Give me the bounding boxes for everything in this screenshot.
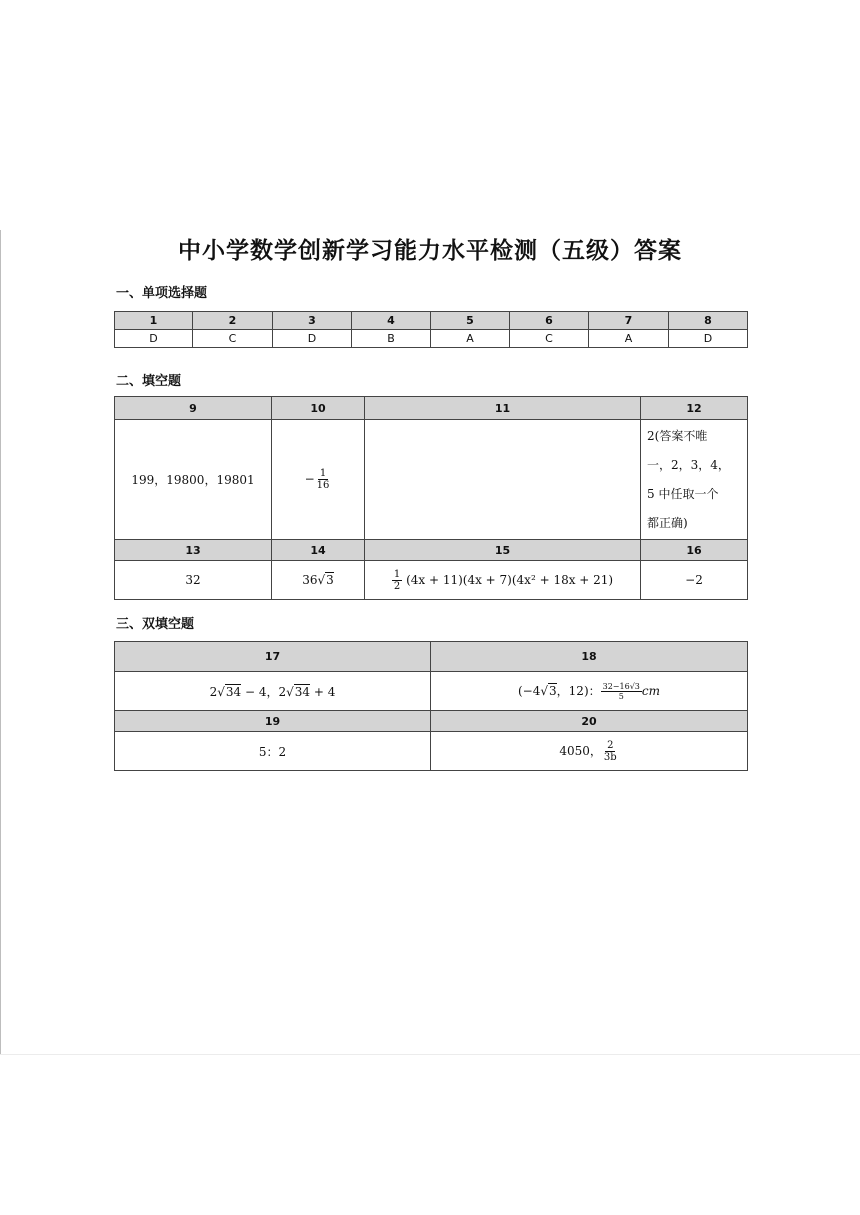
choice-answer: D [273, 330, 352, 348]
choice-number: 4 [352, 312, 431, 330]
question-number: 13 [115, 540, 272, 561]
section-heading-double: 三、双填空题 [116, 617, 195, 632]
question-number: 17 [115, 642, 431, 672]
double-answer-row [115, 672, 748, 711]
choice-number: 2 [193, 312, 273, 330]
fraction [602, 740, 619, 763]
question-number: 19 [115, 711, 431, 732]
coefficient: 2 [209, 684, 218, 699]
double-number-row [115, 711, 748, 732]
double-answer-row [115, 732, 748, 771]
choice-answer: C [510, 330, 589, 348]
radicand: 3 [549, 683, 557, 698]
answer-q17: 2√34 − 4，2√34 + 4 [115, 672, 431, 711]
radicand: 34 [225, 684, 242, 699]
choice-number: 8 [669, 312, 748, 330]
answer-q12 [641, 420, 748, 540]
choice-answer: D [669, 330, 748, 348]
question-number: 20 [431, 711, 748, 732]
fraction [601, 682, 642, 701]
choice-number: 3 [273, 312, 352, 330]
choice-answer: D [115, 330, 193, 348]
point-prefix: (−4 [518, 683, 541, 698]
answer-q19: 5：2 [115, 732, 431, 771]
unit: cm [641, 683, 660, 698]
fraction-numerator: 1 [393, 568, 401, 580]
choice-number: 5 [431, 312, 510, 330]
point-suffix: ，12)： [556, 683, 601, 698]
question-number: 16 [641, 540, 748, 561]
choice-number-row [115, 312, 748, 330]
fraction-denominator: 16 [316, 480, 330, 491]
choice-answer: B [352, 330, 431, 348]
choice-number: 6 [510, 312, 589, 330]
scan-left-edge [0, 230, 1, 1055]
answer-q12-line: 一，2，3，4， [647, 457, 730, 472]
answer-q20 [431, 732, 748, 771]
question-number: 15 [365, 540, 641, 561]
fill-number-row [115, 397, 748, 420]
coefficient: 2 [278, 684, 287, 699]
scan-bottom-edge [0, 1054, 860, 1055]
double-number-row [115, 642, 748, 672]
double-answer-table [114, 641, 748, 771]
page-title: 中小学数学创新学习能力水平检测（五级）答案 [178, 237, 682, 264]
answer-prefix: 4050， [559, 743, 602, 758]
choice-answer: C [193, 330, 273, 348]
fraction [392, 569, 402, 592]
fraction-denominator: 2 [393, 580, 401, 592]
fill-answer-row [115, 561, 748, 600]
question-number: 9 [115, 397, 272, 420]
answer-q12-line: 都正确) [647, 515, 688, 530]
answer-q15 [365, 561, 641, 600]
answer-q9: 199，19800，19801 [115, 420, 272, 540]
coefficient: 36 [302, 573, 318, 587]
answer-q10 [272, 420, 365, 540]
choice-answer-table [114, 311, 748, 348]
answer-q14: 36√3 [272, 561, 365, 600]
question-number: 18 [431, 642, 748, 672]
choice-number: 1 [115, 312, 193, 330]
answer-q13: 32 [115, 561, 272, 600]
question-number: 10 [272, 397, 365, 420]
section-heading-choice: 一、单项选择题 [116, 286, 208, 301]
fraction-numerator: 1 [319, 468, 327, 479]
fill-answer-row [115, 420, 748, 540]
question-number: 11 [365, 397, 641, 420]
answer-q12-line: 2(答案不唯 [647, 428, 708, 443]
answer-q12-line: 5 中任取一个 [647, 486, 719, 501]
minus-sign: − [304, 472, 315, 486]
choice-number: 7 [589, 312, 669, 330]
radicand: 34 [294, 684, 311, 699]
question-number: 12 [641, 397, 748, 420]
fraction-numerator: 32−16√3 [602, 681, 640, 691]
fraction-numerator: 2 [607, 739, 614, 751]
section-heading-fill: 二、填空题 [116, 374, 182, 389]
fill-number-row [115, 540, 748, 561]
fraction [315, 468, 332, 491]
expression-tail: − 4， [241, 684, 279, 699]
answer-q16: −2 [641, 561, 748, 600]
expression: (4x + 11)(4x + 7)(4x² + 18x + 21) [406, 572, 614, 587]
expression-tail: + 4 [310, 684, 336, 699]
answer-q11 [365, 420, 641, 540]
fraction-denominator: 3b [603, 751, 617, 763]
choice-answer-row [115, 330, 748, 348]
answer-q18: (−4√3，12)： $\frac{32-16√3}{5}$ cm [431, 672, 748, 711]
fill-answer-table [114, 396, 748, 600]
choice-answer: A [589, 330, 669, 348]
choice-answer: A [431, 330, 510, 348]
radicand: 3 [326, 573, 334, 587]
question-number: 14 [272, 540, 365, 561]
fraction-denominator: 5 [618, 691, 624, 701]
